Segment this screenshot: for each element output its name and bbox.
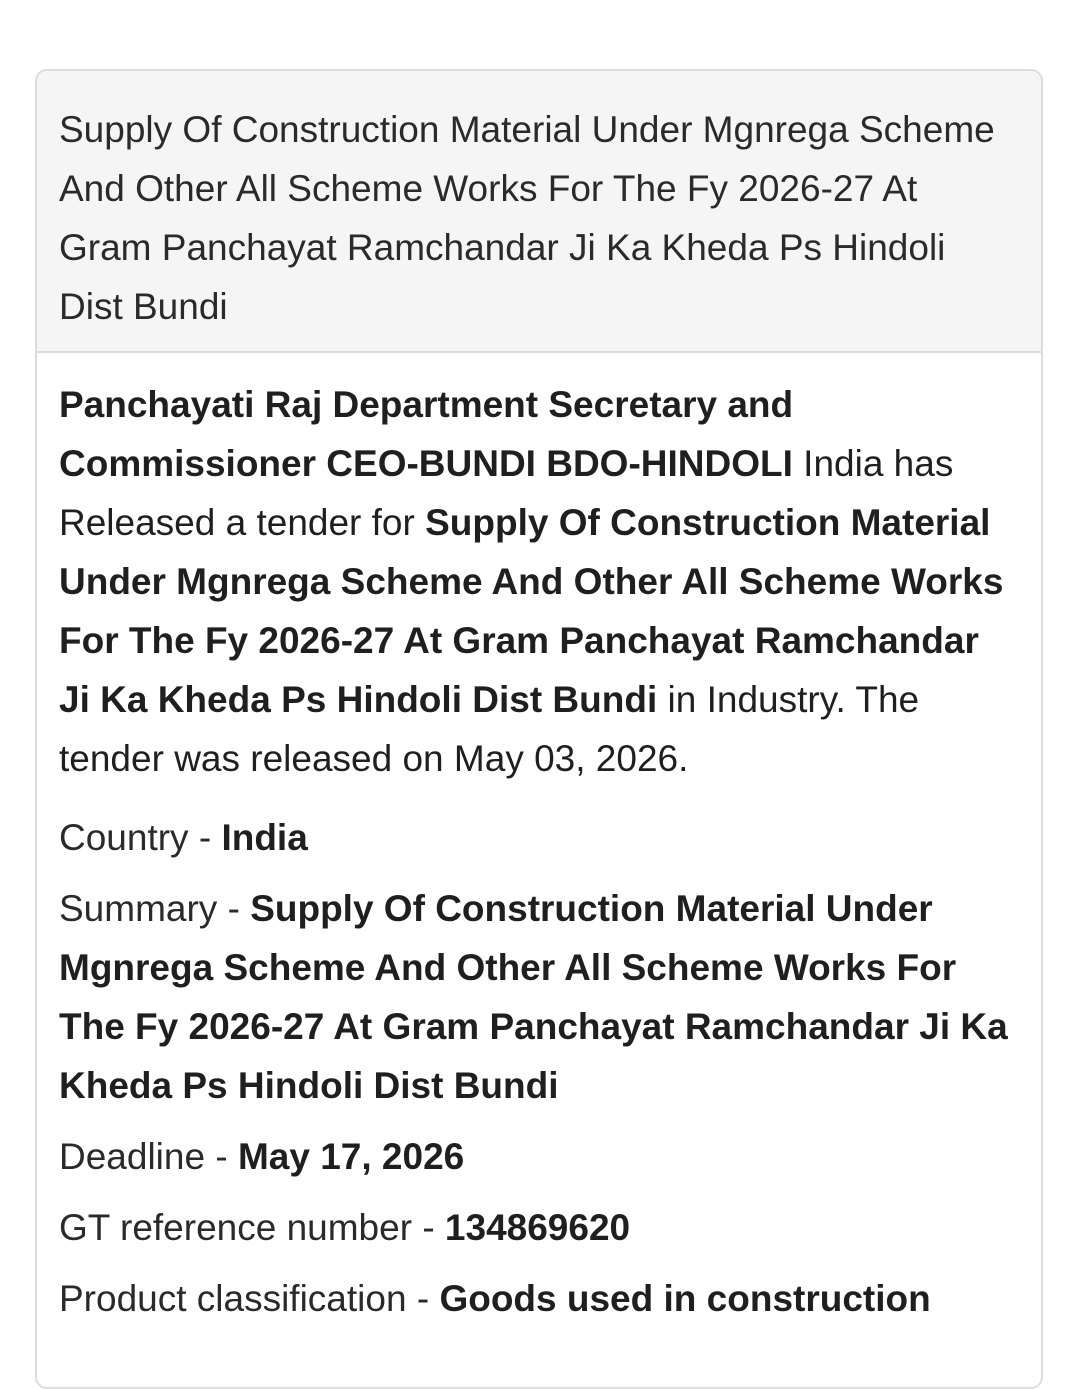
product-classification-label: Product classification - xyxy=(59,1278,440,1319)
product-classification-value: Goods used in construction xyxy=(439,1278,931,1319)
tender-issuer: Panchayati Raj Department Secretary and Commissioner CEO-BUNDI BDO-HINDOLI xyxy=(59,384,794,484)
tender-release-text: in Industry. The tender was released on May 03, 2026. xyxy=(59,679,920,779)
country-value: India xyxy=(221,817,308,858)
tender-card-header xyxy=(37,71,1041,353)
tender-card-body xyxy=(37,353,1041,1328)
country-field xyxy=(59,808,1019,867)
country-label: Country - xyxy=(59,817,222,858)
summary-label: Summary - xyxy=(59,888,251,929)
summary-field xyxy=(59,879,1019,1115)
gt-reference-label: GT reference number - xyxy=(59,1207,445,1248)
tender-issuer-suffix: India has Released a tender for xyxy=(59,443,954,543)
tender-header-title: Supply Of Construction Material Under Mgnrega Scheme And Other All Scheme Works For The Fy 2026-27 At Gram Panchayat Ramchandar Ji Ka Kheda Ps Hindoli Dist Bundi xyxy=(59,109,995,327)
summary-value: Supply Of Construction Material Under Mgnrega Scheme And Other All Scheme Works For The Fy 2026-27 At Gram Panchayat Ramchandar Ji Ka Kheda Ps Hindoli Dist Bundi xyxy=(59,888,1008,1106)
deadline-value: May 17, 2026 xyxy=(237,1136,465,1177)
deadline-label: Deadline - xyxy=(59,1136,238,1177)
product-classification-field xyxy=(59,1269,1019,1328)
gt-reference-field xyxy=(59,1198,1019,1257)
tender-title: Supply Of Construction Material Under Mgnrega Scheme And Other All Scheme Works For The Fy 2026-27 At Gram Panchayat Ramchandar Ji Ka Kheda Ps Hindoli Dist Bundi xyxy=(59,502,1004,720)
gt-reference-value: 134869620 xyxy=(444,1207,631,1248)
tender-description xyxy=(59,375,1019,788)
tender-card xyxy=(35,69,1043,1389)
deadline-field xyxy=(59,1127,1019,1186)
